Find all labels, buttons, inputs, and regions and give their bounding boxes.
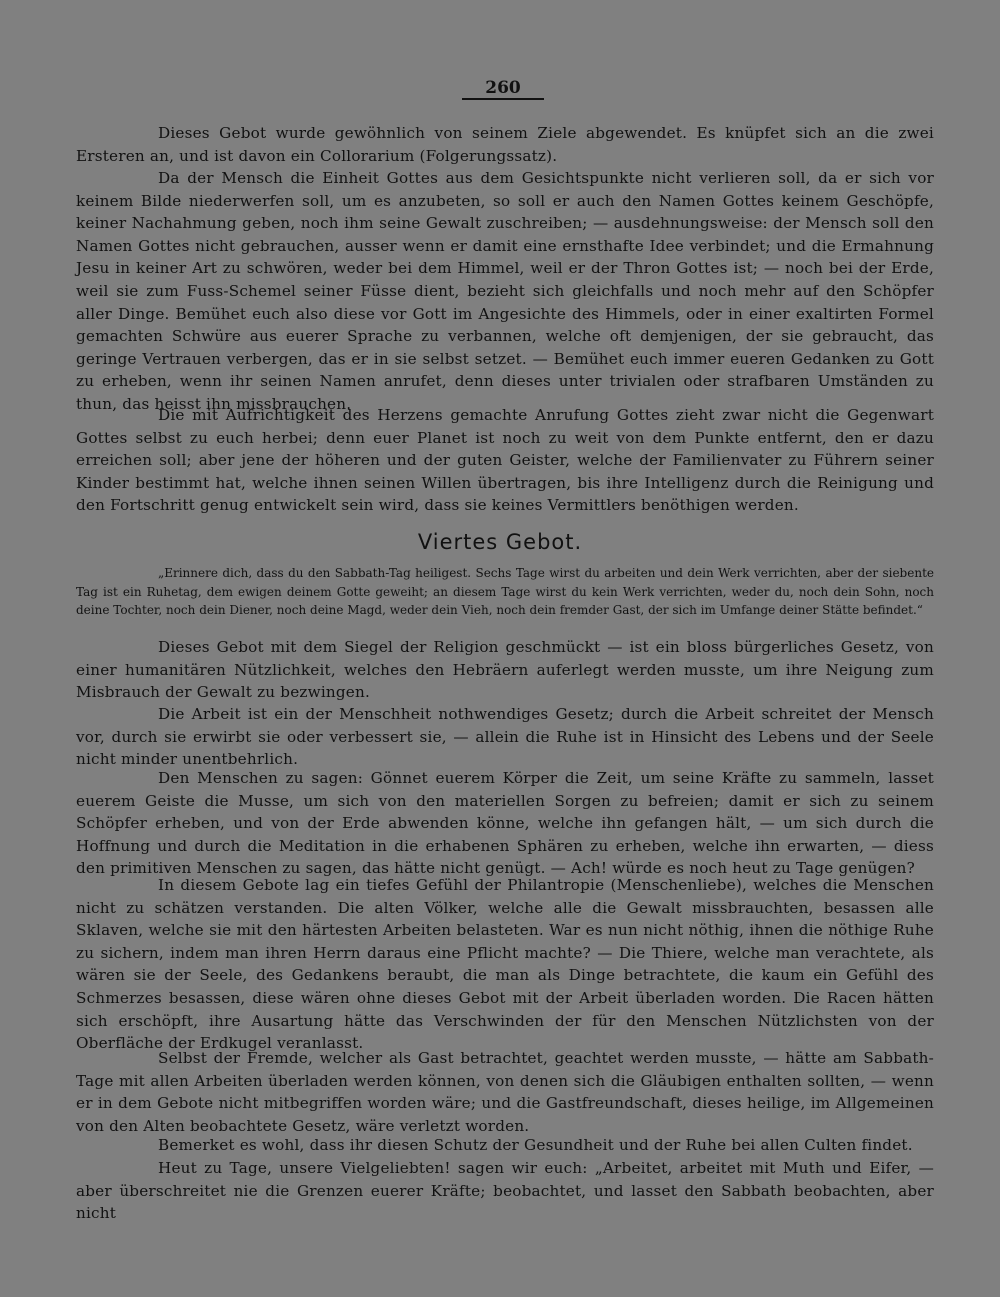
paragraph-8: Selbst der Fremde, welcher als Gast betrachtet, geachtet werden musste, — hätte am Sabbath-Tage mit allen Arbeiten überladen werden können, von denen sich die Gläubigen enthalten sollten, — wenn er in dem Gebote nicht mitbegriffen worden wäre; und die Gastfreundschaft, dieses heilige, im Allgemeinen von den Alten beobachtete Gesetz, wäre verletzt worden. bbox=[76, 1049, 934, 1135]
page-number: 260 bbox=[462, 78, 544, 100]
section-heading: Viertes Gebot. bbox=[417, 530, 583, 554]
paragraph-10: Heut zu Tage, unsere Vielgeliebten! sagen wir euch: „Arbeitet, arbeitet mit Muth und Eifer, — aber überschreitet nie die Grenzen euerer Kräfte; beobachtet, und lasset den Sabbath beobachten, aber nicht bbox=[76, 1159, 934, 1223]
paragraph-3: Die mit Aufrichtigkeit des Herzens gemachte Anrufung Gottes zieht zwar nicht die Gegenwart Gottes selbst zu euch herbei; denn euer Planet ist noch zu weit von dem Punkte entfernt, den er dazu erreichen soll; aber jene der höheren und der guten Geister, welche der Familienvater zu Führern seiner Kinder bestimmt hat, welche ihnen seinen Willen übertragen, bis ihre Intelligenz durch die Reinigung und den Fortschritt genug entwickelt sein wird, dass sie keines Vermittlers benöthigen werden. bbox=[76, 406, 934, 515]
commandment-quote: „Erinnere dich, dass du den Sabbath-Tag heiligest. Sechs Tage wirst du arbeiten und dein Werk verrichten, aber der siebente Tag ist ein Ruhetag, dem ewigen deinem Gotte geweiht; an diesem Tage wirst du kein Werk verrichten, weder du, noch dein Sohn, noch deine Tochter, noch dein Diener, noch deine Magd, weder dein Vieh, noch dein fremder Gast, der sich im Umfange deiner Stätte befindet.“ bbox=[76, 566, 934, 618]
paragraph-6: Den Menschen zu sagen: Gönnet euerem Körper die Zeit, um seine Kräfte zu sammeln, lasset euerem Geiste die Musse, um sich von den materiellen Sorgen zu befreien; damit er sich zu seinem Schöpfer erheben, und von der Erde abwenden könne, welche ihn gefangen hält, — um sich durch die Hoffnung und durch die Meditation in die erhabenen Sphären zu erheben, welche ihn erwarten, — diess den primitiven Menschen zu sagen, das hätte nicht genügt. — Ach! würde es noch heut zu Tage genügen? bbox=[76, 769, 934, 878]
paragraph-7: In diesem Gebote lag ein tiefes Gefühl der Philantropie (Menschenliebe), welches die Menschen nicht zu schätzen verstanden. Die alten Völker, welche alle die Gewalt missbrauchten, besassen alle Sklaven, welche sie mit den härtesten Arbeiten belasteten. War es nun nicht nöthig, ihnen die nöthige Ruhe zu sichern, indem man ihren Herrn daraus eine Pflicht machte? — Die Thiere, welche man verachtete, als wären sie der Seele, des Gedankens beraubt, die man als Dinge betrachtete, die kaum ein Gefühl des Schmerzes besassen, diese wären ohne dieses Gebot mit der Arbeit überladen worden. Die Racen hätten sich erschöpft, ihre Ausartung hätte das Verschwinden der für den Menschen Nützlichsten von der Oberfläche der Erdkugel veranlasst. bbox=[76, 876, 934, 1053]
paragraph-1: Dieses Gebot wurde gewöhnlich von seinem Ziele abgewendet. Es knüpfet sich an die zwei Ersteren an, und ist davon ein Collorarium (Folgerungssatz). bbox=[76, 124, 934, 165]
paragraph-5: Die Arbeit ist ein der Menschheit nothwendiges Gesetz; durch die Arbeit schreitet der Mensch vor, durch sie erwirbt sie oder verbessert sie, — allein die Ruhe ist in Hinsicht des Lebens und der Seele nicht minder unentbehrlich. bbox=[76, 705, 934, 769]
paragraph-9: Bemerket es wohl, dass ihr diesen Schutz der Gesundheit und der Ruhe bei allen Culten findet. bbox=[158, 1136, 913, 1154]
paragraph-2: Da der Mensch die Einheit Gottes aus dem Gesichtspunkte nicht verlieren soll, da er sich vor keinem Bilde niederwerfen soll, um es anzubeten, so soll er auch den Namen Gottes keinem Geschöpfe, keiner Nachahmung geben, noch ihm seine Gewalt zuschreiben; — ausdehnungsweise: der Mensch soll den Namen Gottes nicht gebrauchen, ausser wenn er damit eine ernsthafte Idee verbindet; und die Ermahnung Jesu in keiner Art zu schwören, weder bei dem Himmel, weil er der Thron Gottes ist; — noch bei der Erde, weil sie zum Fuss-Schemel seiner Füsse dient, bezieht sich gleichfalls und noch mehr auf den Schöpfer aller Dinge. Bemühet euch also diese vor Gott im Angesichte des Himmels, oder in einer exaltirten Formel gemachten Schwüre aus euerer Sprache zu verbannen, welche oft demjenigen, der sie gebraucht, das geringe Vertrauen verbergen, das er in sie selbst setzet. — Bemühet euch immer eueren Gedanken zu Gott zu erheben, wenn ihr seinen Namen anrufet, denn dieses unter trivialen oder strafbaren Umständen zu thun, das heisst ihn missbrauchen. bbox=[76, 169, 934, 413]
paragraph-4: Dieses Gebot mit dem Siegel der Religion geschmückt — ist ein bloss bürgerliches Gesetz, von einer humanitären Nützlichkeit, welches den Hebräern auferlegt werden musste, um ihre Neigung zum Misbrauch der Gewalt zu bezwingen. bbox=[76, 638, 934, 702]
